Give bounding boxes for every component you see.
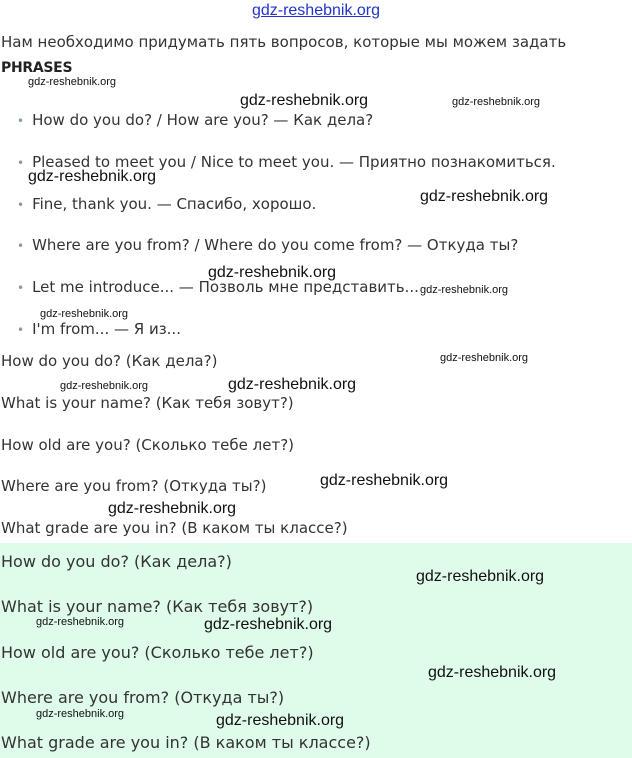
answer-question: Where are you from? (Откуда ты?) (1, 688, 285, 707)
answer-question: What is your name? (Как тебя зовут?) (1, 597, 314, 616)
phrase-text: How do you do? / How are you? — Как дела? (32, 111, 374, 129)
bullet-icon: • (17, 198, 25, 212)
watermark: gdz-reshebnik.org (452, 96, 541, 108)
question-line: How do you do? (Как дела?) (1, 352, 218, 370)
phrase-item (17, 320, 181, 338)
phrase-text: Fine, thank you. — Спасибо, хорошо. (32, 195, 317, 213)
watermark: gdz-reshebnik.org (240, 92, 369, 109)
phrases-heading: PHRASES (1, 60, 73, 76)
intro-text: Нам необходимо придумать пять вопросов, которые мы можем задать (1, 33, 567, 51)
answer-question: How old are you? (Сколько тебе лет?) (1, 643, 314, 662)
watermark: gdz-reshebnik.org (416, 568, 545, 585)
watermark: gdz-reshebnik.org (420, 284, 509, 296)
watermark: gdz-reshebnik.org (428, 664, 557, 681)
watermark: gdz-reshebnik.org (36, 708, 125, 720)
phrase-item (17, 236, 518, 254)
phrase-item (17, 195, 316, 213)
watermark: gdz-reshebnik.org (36, 616, 125, 628)
watermark: gdz-reshebnik.org (204, 616, 333, 633)
watermark: gdz-reshebnik.org (228, 376, 357, 393)
phrase-text: Pleased to meet you / Nice to meet you. — Приятно познакомиться. (32, 153, 556, 171)
bullet-icon: • (17, 323, 25, 337)
phrase-text: Let me introduce... — Позволь мне представить... (32, 278, 419, 296)
watermark: gdz-reshebnik.org (420, 188, 549, 205)
watermark: gdz-reshebnik.org (216, 712, 345, 729)
bullet-icon: • (17, 156, 25, 170)
watermark: gdz-reshebnik.org (28, 76, 117, 88)
phrase-text: Where are you from? / Where do you come from? — Откуда ты? (32, 236, 519, 254)
watermark: gdz-reshebnik.org (108, 500, 237, 517)
bullet-icon: • (17, 239, 25, 253)
watermark: gdz-reshebnik.org (440, 352, 529, 364)
bullet-icon: • (17, 281, 25, 295)
question-line: What is your name? (Как тебя зовут?) (1, 394, 294, 412)
watermark: gdz-reshebnik.org (40, 308, 129, 320)
answer-question: What grade are you in? (В каком ты классе?) (1, 733, 371, 752)
phrase-item (17, 111, 373, 129)
answer-question: How do you do? (Как дела?) (1, 552, 232, 571)
watermark: gdz-reshebnik.org (208, 264, 337, 281)
bullet-icon: • (17, 114, 25, 128)
watermark: gdz-reshebnik.org (28, 168, 157, 185)
question-line: How old are you? (Сколько тебе лет?) (1, 436, 295, 454)
watermark: gdz-reshebnik.org (320, 472, 449, 489)
question-line: What grade are you in? (В каком ты классе?) (1, 519, 348, 537)
site-link[interactable]: gdz-reshebnik.org (251, 2, 381, 19)
question-line: Where are you from? (Откуда ты?) (1, 477, 267, 495)
phrase-text: I'm from... — Я из... (32, 320, 181, 338)
watermark: gdz-reshebnik.org (60, 380, 149, 392)
